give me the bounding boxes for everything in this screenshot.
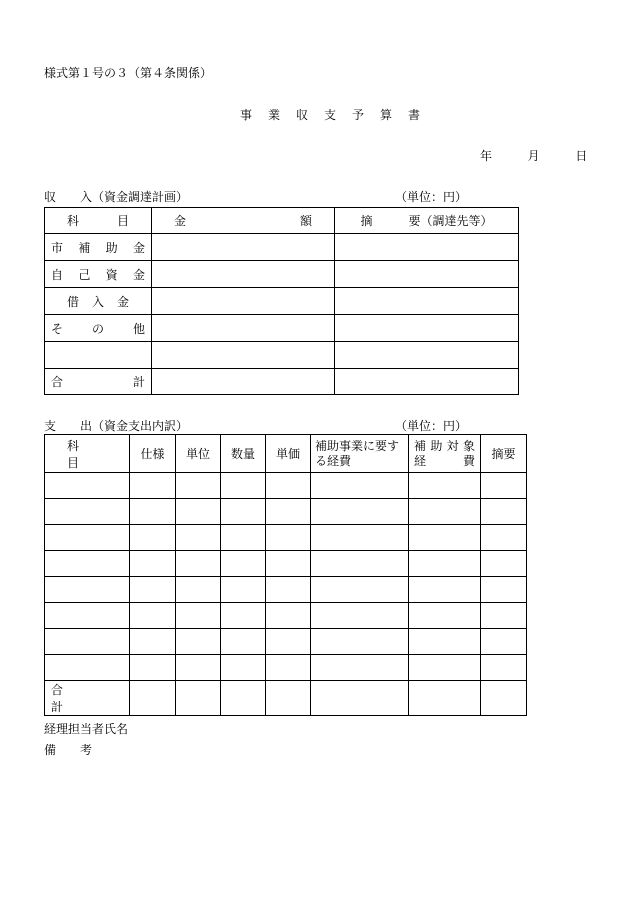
- expense-table: [44, 434, 527, 716]
- expense-cell[interactable]: [311, 603, 409, 629]
- expense-header-eligible-cost: [409, 435, 481, 473]
- income-amount-cell[interactable]: [152, 234, 335, 261]
- expense-row: [45, 577, 527, 603]
- expense-cell[interactable]: [45, 551, 130, 577]
- expense-header-required-cost: [311, 435, 409, 473]
- expense-cell[interactable]: [311, 499, 409, 525]
- expense-row: [45, 473, 527, 499]
- accountant-label: 経理担当者氏名: [44, 722, 129, 736]
- day-label: 日: [575, 149, 588, 163]
- expense-total-cell[interactable]: [481, 681, 527, 716]
- expense-cell[interactable]: [311, 551, 409, 577]
- year-label: 年: [480, 149, 493, 163]
- expense-cell[interactable]: [221, 551, 266, 577]
- income-unit: （単位：円）: [395, 190, 468, 204]
- expense-cell[interactable]: [45, 499, 130, 525]
- expense-unit: （単位：円）: [395, 419, 468, 433]
- expense-cell[interactable]: [481, 603, 527, 629]
- income-row: [45, 315, 519, 342]
- expense-row: [45, 551, 527, 577]
- income-row-label: そ の 他: [45, 315, 152, 342]
- expense-cell[interactable]: [266, 577, 311, 603]
- income-row-label: [45, 342, 152, 369]
- expense-cell[interactable]: [409, 551, 481, 577]
- expense-cell[interactable]: [45, 603, 130, 629]
- expense-total-label: 合 計: [45, 681, 130, 716]
- expense-header-price: 単価: [266, 435, 311, 473]
- expense-cell[interactable]: [409, 473, 481, 499]
- expense-cell[interactable]: [130, 525, 176, 551]
- expense-cell[interactable]: [481, 577, 527, 603]
- expense-header-quantity: 数量: [221, 435, 266, 473]
- income-row: [45, 261, 519, 288]
- expense-cell[interactable]: [311, 473, 409, 499]
- expense-cell[interactable]: [176, 473, 221, 499]
- expense-total-cell[interactable]: [221, 681, 266, 716]
- expense-cell[interactable]: [221, 655, 266, 681]
- expense-cell[interactable]: [176, 655, 221, 681]
- expense-row: [45, 603, 527, 629]
- expense-cell[interactable]: [266, 603, 311, 629]
- expense-cell[interactable]: [130, 655, 176, 681]
- expense-cell[interactable]: [221, 603, 266, 629]
- expense-cell[interactable]: [130, 551, 176, 577]
- expense-total-cell[interactable]: [311, 681, 409, 716]
- expense-cell[interactable]: [266, 551, 311, 577]
- expense-cell[interactable]: [176, 525, 221, 551]
- expense-cell[interactable]: [266, 525, 311, 551]
- income-summary-cell[interactable]: [335, 315, 519, 342]
- expense-cell[interactable]: [481, 551, 527, 577]
- income-table: [44, 207, 519, 395]
- expense-cell[interactable]: [130, 629, 176, 655]
- income-row: [45, 234, 519, 261]
- month-label: 月: [527, 149, 540, 163]
- income-amount-cell[interactable]: [152, 261, 335, 288]
- expense-total-cell[interactable]: [130, 681, 176, 716]
- income-row-label: 借 入 金: [45, 288, 152, 315]
- expense-row: [45, 525, 527, 551]
- expense-total-cell[interactable]: [176, 681, 221, 716]
- income-row-label: 市補助金: [45, 234, 152, 261]
- expense-cell[interactable]: [130, 577, 176, 603]
- expense-cell[interactable]: [409, 603, 481, 629]
- expense-header-eligible-cost-line2: 経 費: [414, 453, 475, 468]
- expense-header-unit: 単位: [176, 435, 221, 473]
- expense-cell[interactable]: [481, 655, 527, 681]
- expense-cell[interactable]: [311, 577, 409, 603]
- income-amount-cell[interactable]: [152, 288, 335, 315]
- expense-cell[interactable]: [45, 525, 130, 551]
- income-row-label: 自己資金: [45, 261, 152, 288]
- income-header-row: [45, 208, 519, 234]
- expense-cell[interactable]: [481, 499, 527, 525]
- income-total-row: [45, 369, 519, 395]
- expense-cell[interactable]: [481, 629, 527, 655]
- income-row: [45, 288, 519, 315]
- expense-cell[interactable]: [311, 525, 409, 551]
- expense-header-eligible-cost-line1: 補 助 対 象: [414, 438, 475, 453]
- expense-cell[interactable]: [221, 525, 266, 551]
- income-total-label: 合 計: [45, 369, 152, 395]
- date-line: [480, 147, 587, 164]
- form-number: 様式第１号の３（第４条関係）: [44, 66, 213, 80]
- expense-cell[interactable]: [130, 603, 176, 629]
- expense-cell[interactable]: [409, 499, 481, 525]
- expense-cell[interactable]: [45, 655, 130, 681]
- remarks-label: 備 考: [44, 743, 93, 757]
- expense-row: [45, 499, 527, 525]
- expense-cell[interactable]: [266, 655, 311, 681]
- expense-cell[interactable]: [176, 603, 221, 629]
- expense-total-row: [45, 681, 527, 716]
- expense-cell[interactable]: [266, 473, 311, 499]
- income-amount-cell[interactable]: [152, 315, 335, 342]
- income-header-item: 科 目: [45, 208, 152, 234]
- expense-cell[interactable]: [176, 551, 221, 577]
- expense-header-row: [45, 435, 527, 473]
- expense-cell[interactable]: [311, 655, 409, 681]
- income-total-amount-cell[interactable]: [152, 369, 335, 395]
- expense-row: [45, 655, 527, 681]
- expense-cell[interactable]: [176, 499, 221, 525]
- expense-total-cell[interactable]: [409, 681, 481, 716]
- expense-cell[interactable]: [130, 473, 176, 499]
- expense-cell[interactable]: [221, 473, 266, 499]
- expense-cell[interactable]: [45, 577, 130, 603]
- expense-cell[interactable]: [409, 525, 481, 551]
- expense-cell[interactable]: [130, 499, 176, 525]
- expense-cell[interactable]: [409, 577, 481, 603]
- expense-cell[interactable]: [409, 629, 481, 655]
- expense-cell[interactable]: [221, 499, 266, 525]
- income-row: [45, 342, 519, 369]
- expense-header-summary: 摘要: [481, 435, 527, 473]
- document-title: 事業収支予算書: [240, 108, 437, 122]
- expense-header-required-cost-line2: る経費: [315, 453, 352, 468]
- expense-cell[interactable]: [221, 629, 266, 655]
- income-header-summary: 摘 要（調達先等）: [335, 208, 519, 234]
- expense-cell[interactable]: [311, 629, 409, 655]
- expense-heading: 支 出（資金支出内訳）: [44, 419, 189, 433]
- expense-cell[interactable]: [266, 499, 311, 525]
- expense-cell[interactable]: [409, 655, 481, 681]
- expense-cell[interactable]: [45, 629, 130, 655]
- expense-row: [45, 629, 527, 655]
- expense-cell[interactable]: [221, 577, 266, 603]
- expense-header-item: 科 目: [45, 435, 130, 473]
- income-summary-cell[interactable]: [335, 288, 519, 315]
- income-summary-cell[interactable]: [335, 234, 519, 261]
- expense-cell[interactable]: [176, 629, 221, 655]
- income-amount-cell[interactable]: [152, 342, 335, 369]
- income-header-amount: 金 額: [152, 208, 335, 234]
- expense-cell[interactable]: [481, 525, 527, 551]
- expense-total-cell[interactable]: [266, 681, 311, 716]
- expense-body: [45, 473, 527, 681]
- income-total-summary-cell[interactable]: [335, 369, 519, 395]
- expense-cell[interactable]: [481, 473, 527, 499]
- income-summary-cell[interactable]: [335, 342, 519, 369]
- income-summary-cell[interactable]: [335, 261, 519, 288]
- expense-header-spec: 仕様: [130, 435, 176, 473]
- expense-cell[interactable]: [45, 473, 130, 499]
- income-heading: 収 入（資金調達計画）: [44, 190, 189, 204]
- expense-cell[interactable]: [266, 629, 311, 655]
- expense-header-required-cost-line1: 補助事業に要す: [315, 438, 400, 453]
- expense-cell[interactable]: [176, 577, 221, 603]
